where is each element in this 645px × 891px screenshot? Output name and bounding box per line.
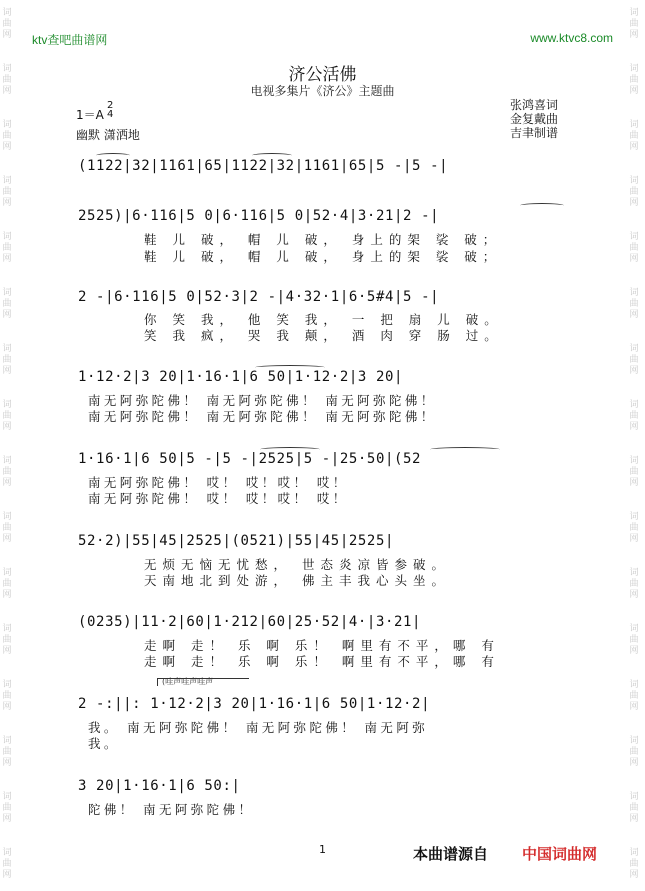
watermark-glyph: 词 — [2, 512, 12, 522]
watermark-glyph: 词 — [2, 232, 12, 242]
watermark-glyph: 曲 — [2, 243, 12, 253]
song-subtitle: 电视多集片《济公》主题曲 — [250, 84, 395, 98]
watermark-glyph: 词 — [2, 848, 12, 858]
footer-source-site[interactable]: 中国词曲网 — [522, 845, 598, 863]
slur-mark — [255, 365, 325, 370]
score-line-9-lyric-1: 陀佛！ 南无阿弥陀佛！ — [88, 802, 255, 817]
watermark-glyph: 曲 — [2, 299, 12, 309]
time-signature — [107, 101, 113, 119]
score-line-8-lyric-2: 我。 — [88, 736, 120, 751]
watermark-glyph: 曲 — [629, 411, 639, 421]
watermark-glyph: 网 — [2, 422, 12, 432]
score-line-4-lyric-2: 南无阿弥陀佛！ 南无阿弥陀佛！ 南无阿弥陀佛！ — [88, 409, 437, 424]
watermark-glyph: 网 — [629, 30, 639, 40]
watermark-glyph: 曲 — [629, 803, 639, 813]
watermark-glyph: 曲 — [2, 187, 12, 197]
song-title: 济公活佛 — [288, 65, 357, 85]
slur-mark — [96, 153, 130, 158]
watermark-glyph: 网 — [629, 534, 639, 544]
footer-source-label: 本曲谱源自 — [413, 845, 489, 863]
score-line-2-lyric-1: 鞋 儿 破， 帽 儿 破， 身上的架 裟 破； — [144, 232, 502, 247]
watermark-glyph: 曲 — [2, 635, 12, 645]
watermark-glyph: 曲 — [629, 299, 639, 309]
watermark-glyph: 网 — [629, 758, 639, 768]
score-line-9-notes: 3 20|1·16·1|6 50:| — [78, 778, 241, 794]
watermark-glyph: 词 — [629, 400, 639, 410]
score-line-5-lyric-1: 南无阿弥陀佛！ 哎！ 哎！哎！ 哎！ — [88, 475, 349, 490]
key-signature: 1＝A — [76, 108, 104, 122]
slur-mark — [260, 447, 320, 452]
score-line-1-notes: (1122|32|1161|65|1122|32|1161|65|5 -|5 -| — [78, 158, 449, 174]
watermark-glyph: 曲 — [629, 523, 639, 533]
watermark-glyph: 曲 — [2, 131, 12, 141]
watermark-glyph: 曲 — [629, 467, 639, 477]
watermark-glyph: 网 — [2, 646, 12, 656]
watermark-glyph: 网 — [2, 590, 12, 600]
watermark-glyph: 词 — [2, 64, 12, 74]
watermark-glyph: 网 — [2, 86, 12, 96]
performance-style: 幽默 潇洒地 — [76, 128, 140, 142]
watermark-glyph: 曲 — [2, 747, 12, 757]
watermark-glyph: 网 — [2, 758, 12, 768]
watermark-glyph: 曲 — [2, 523, 12, 533]
watermark-glyph: 词 — [629, 848, 639, 858]
watermark-glyph: 网 — [629, 142, 639, 152]
watermark-glyph: 网 — [2, 534, 12, 544]
time-signature-top: 2 — [107, 100, 114, 111]
repeat-bracket-label: (哇声哇声哇声 — [162, 677, 214, 686]
watermark-glyph: 网 — [629, 422, 639, 432]
score-line-8-lyric-1: 我。 南无阿弥陀佛！ 南无阿弥陀佛！ 南无阿弥 — [88, 720, 429, 735]
score-line-3-lyric-1: 你 笑 我， 他 笑 我， 一 把 扇 儿 破。 — [144, 312, 503, 327]
watermark-glyph: 词 — [2, 8, 12, 18]
watermark-glyph: 曲 — [629, 131, 639, 141]
watermark-glyph: 词 — [629, 568, 639, 578]
watermark-glyph: 曲 — [629, 579, 639, 589]
watermark-glyph: 词 — [629, 792, 639, 802]
watermark-glyph: 词 — [2, 344, 12, 354]
watermark-glyph: 曲 — [629, 243, 639, 253]
watermark-glyph: 网 — [629, 310, 639, 320]
watermark-glyph: 曲 — [2, 19, 12, 29]
watermark-glyph: 词 — [2, 568, 12, 578]
score-line-2-lyric-2: 鞋 儿 破， 帽 儿 破， 身上的架 裟 破； — [144, 249, 502, 264]
score-line-8-notes: 2 -:||: 1·12·2|3 20|1·16·1|6 50|1·12·2| — [78, 696, 431, 712]
watermark-glyph: 词 — [2, 120, 12, 130]
slur-mark — [430, 447, 500, 452]
score-line-7-lyric-1: 走啊 走！ 乐 啊 乐！ 啊里有不平，哪 有 — [144, 638, 500, 653]
watermark-glyph: 词 — [2, 624, 12, 634]
watermark-glyph: 词 — [629, 64, 639, 74]
watermark-glyph: 词 — [2, 456, 12, 466]
watermark-glyph: 词 — [629, 176, 639, 186]
watermark-glyph: 词 — [629, 232, 639, 242]
watermark-glyph: 曲 — [629, 355, 639, 365]
score-line-3-lyric-2: 笑 我 疯， 哭 我 颠， 酒 肉 穿 肠 过。 — [144, 328, 503, 343]
watermark-glyph: 词 — [2, 400, 12, 410]
time-signature-bottom: 4 — [107, 109, 114, 120]
score-line-6-lyric-2: 天南地北到处游， 佛主丰我心头坐。 — [144, 573, 450, 588]
watermark-glyph: 词 — [629, 8, 639, 18]
watermark-glyph: 网 — [2, 198, 12, 208]
watermark-glyph: 曲 — [2, 355, 12, 365]
watermark-glyph: 网 — [629, 478, 639, 488]
watermark-glyph: 曲 — [2, 411, 12, 421]
watermark-glyph: 网 — [2, 870, 12, 880]
watermark-glyph: 网 — [629, 814, 639, 824]
watermark-glyph: 网 — [629, 86, 639, 96]
watermark-glyph: 词 — [629, 344, 639, 354]
watermark-glyph: 曲 — [629, 747, 639, 757]
repeat-bracket-side — [157, 678, 158, 686]
transcriber: 吉聿制谱 — [510, 126, 559, 140]
watermark-glyph: 曲 — [629, 187, 639, 197]
composer: 金复戴曲 — [510, 112, 559, 126]
watermark-glyph: 曲 — [629, 635, 639, 645]
score-line-4-notes: 1·12·2|3 20|1·16·1|6 50|1·12·2|3 20| — [78, 369, 404, 385]
watermark-glyph: 词 — [2, 736, 12, 746]
watermark-glyph: 网 — [2, 366, 12, 376]
header-left-site[interactable]: ktv查吧曲谱网 — [32, 33, 108, 47]
watermark-glyph: 网 — [2, 142, 12, 152]
watermark-glyph: 网 — [2, 814, 12, 824]
watermark-glyph: 网 — [2, 254, 12, 264]
watermark-glyph: 词 — [629, 288, 639, 298]
watermark-glyph: 曲 — [2, 579, 12, 589]
watermark-glyph: 网 — [629, 646, 639, 656]
watermark-glyph: 词 — [629, 680, 639, 690]
slur-mark — [252, 153, 292, 158]
left-watermark-column — [2, 0, 16, 891]
watermark-glyph: 词 — [2, 680, 12, 690]
watermark-glyph: 网 — [629, 254, 639, 264]
watermark-glyph: 曲 — [629, 859, 639, 869]
score-line-2-notes: 2525)|6·116|5 0|6·116|5 0|52·4|3·21|2 -| — [78, 208, 440, 224]
watermark-glyph: 词 — [2, 176, 12, 186]
credits-block — [510, 98, 558, 140]
watermark-glyph: 网 — [629, 702, 639, 712]
watermark-glyph: 曲 — [2, 803, 12, 813]
watermark-glyph: 网 — [2, 310, 12, 320]
score-line-7-lyric-2: 走啊 走！ 乐 啊 乐！ 啊里有不平，哪 有 — [144, 654, 500, 669]
score-line-7-notes: (0235)|11·2|60|1·212|60|25·52|4·|3·21| — [78, 614, 422, 630]
watermark-glyph: 网 — [629, 590, 639, 600]
watermark-glyph: 网 — [2, 478, 12, 488]
watermark-glyph: 词 — [2, 288, 12, 298]
score-line-6-lyric-1: 无烦无恼无忧愁， 世态炎凉皆参破。 — [144, 557, 450, 572]
watermark-glyph: 曲 — [2, 859, 12, 869]
watermark-glyph: 曲 — [2, 467, 12, 477]
header-right-site[interactable]: www.ktvc8.com — [530, 31, 613, 45]
watermark-glyph: 网 — [2, 702, 12, 712]
watermark-glyph: 曲 — [629, 691, 639, 701]
watermark-glyph: 词 — [629, 736, 639, 746]
page-number: 1 — [319, 843, 326, 856]
lyricist: 张鸿喜词 — [510, 98, 559, 112]
slur-mark — [520, 203, 564, 208]
watermark-glyph: 词 — [2, 792, 12, 802]
watermark-glyph: 曲 — [629, 19, 639, 29]
score-line-5-notes: 1·16·1|6 50|5 -|5 -|2525|5 -|25·50|(52 — [78, 451, 422, 467]
watermark-glyph: 曲 — [2, 691, 12, 701]
watermark-glyph: 曲 — [629, 75, 639, 85]
watermark-glyph: 网 — [2, 30, 12, 40]
score-line-6-notes: 52·2)|55|45|2525|(0521)|55|45|2525| — [78, 533, 395, 549]
score-line-5-lyric-2: 南无阿弥陀佛！ 哎！ 哎！哎！ 哎！ — [88, 491, 349, 506]
right-watermark-column — [629, 0, 643, 891]
watermark-glyph: 词 — [629, 456, 639, 466]
watermark-glyph: 网 — [629, 870, 639, 880]
watermark-glyph: 词 — [629, 120, 639, 130]
watermark-glyph: 词 — [629, 512, 639, 522]
score-line-3-notes: 2 -|6·116|5 0|52·3|2 -|4·32·1|6·5#4|5 -| — [78, 289, 440, 305]
watermark-glyph: 网 — [629, 366, 639, 376]
watermark-glyph: 网 — [629, 198, 639, 208]
watermark-glyph: 曲 — [2, 75, 12, 85]
score-line-4-lyric-1: 南无阿弥陀佛！ 南无阿弥陀佛！ 南无阿弥陀佛！ — [88, 393, 437, 408]
watermark-glyph: 词 — [629, 624, 639, 634]
